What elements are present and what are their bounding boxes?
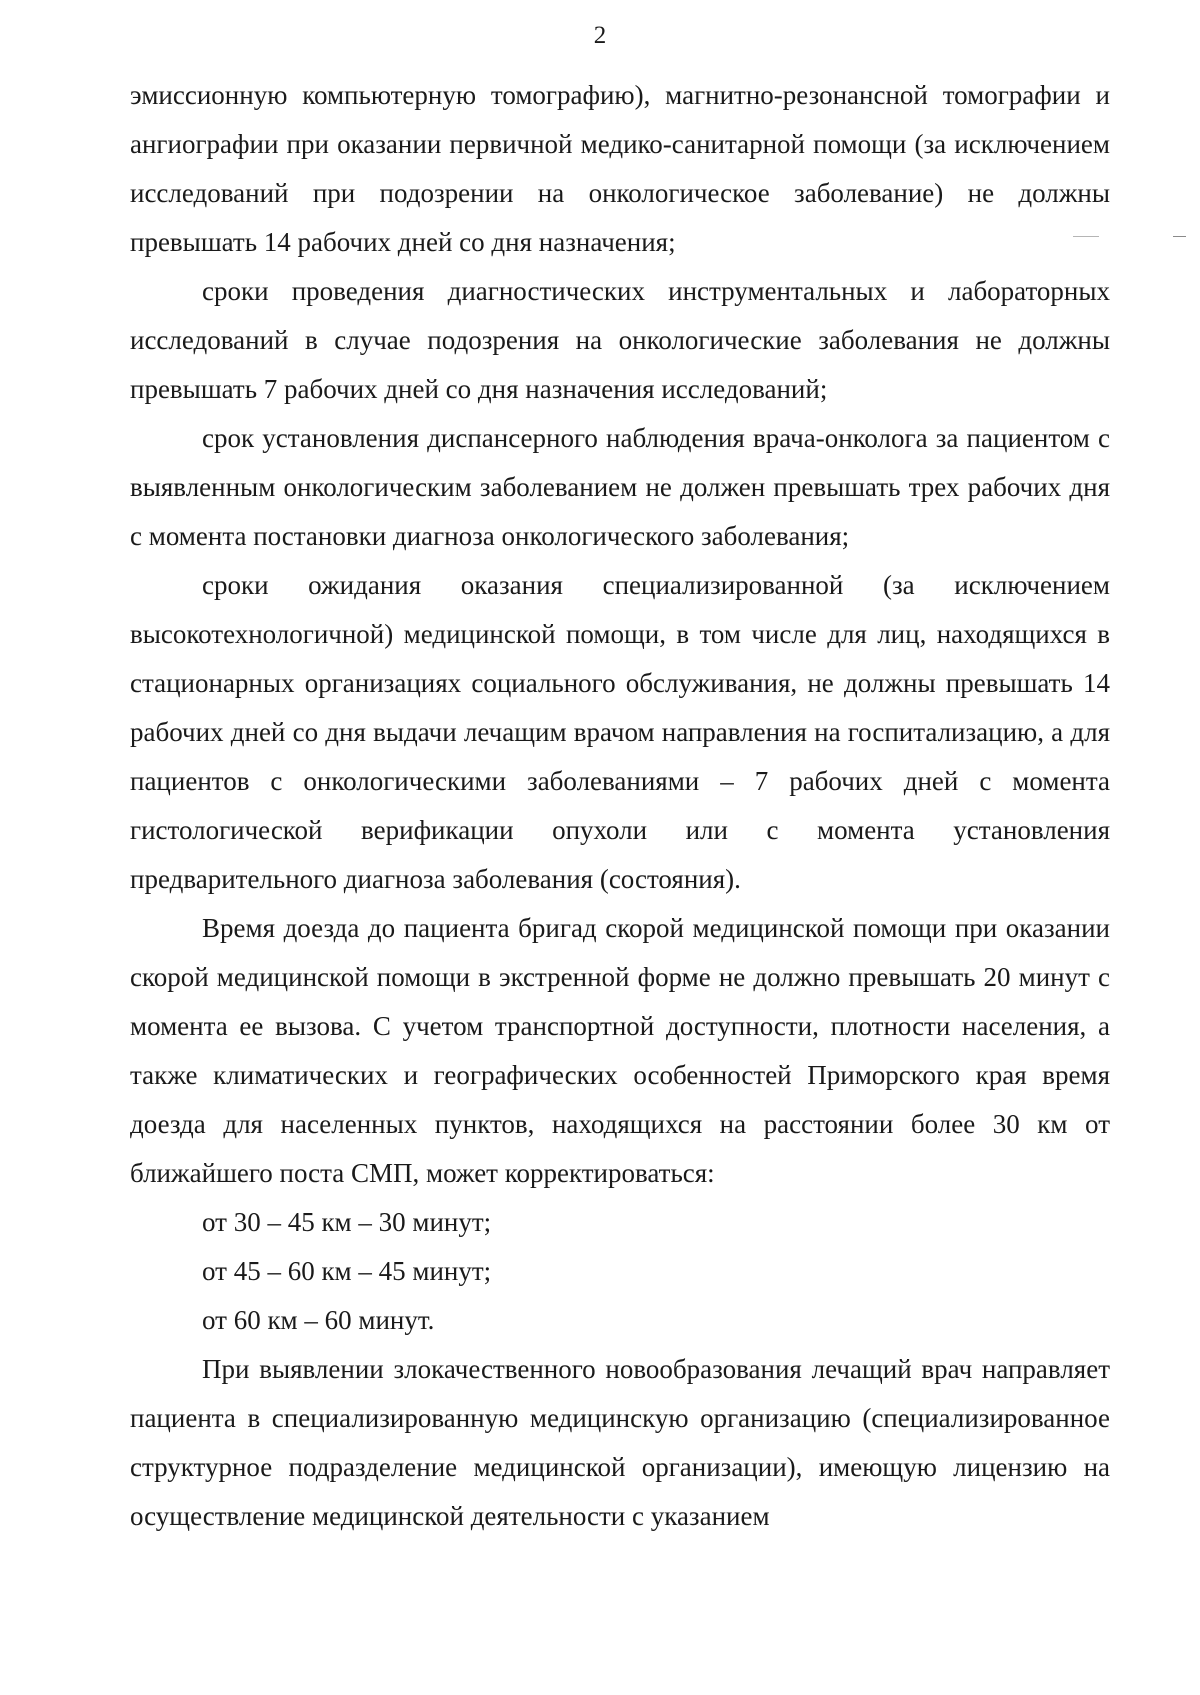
document-body [130,71,1110,1541]
paragraph-specialized-care-waiting: сроки ожидания оказания специализированной (за исключением высокотехнологичной) медицинской помощи, в том числе для лиц, находящихся в стационарных организациях социального обслуживания, не должны превышать 14 рабочих дней со дня выдачи лечащим врачом направления на госпитализацию, а для пациентов с онкологическими заболеваниями – 7 рабочих дней с момента гистологической верификации опухоли или с момента установления предварительного диагноза заболевания (состояния). [130,570,1110,894]
page-number: 2 [593,22,607,49]
paragraph-continuation: эмиссионную компьютерную томографию), магнитно-резонансной томографии и ангиографии при оказании первичной медико-санитарной помощи (за исключением исследований при подозрении на онкологическое заболевание) не должны превышать 14 рабочих дней со дня назначения; [130,80,1110,257]
list-item-distance-60: от 60 км – 60 минут. [202,1305,435,1335]
paragraph-ambulance-arrival: Время доезда до пациента бригад скорой медицинской помощи при оказании скорой медицинской помощи в экстренной форме не должно превышать 20 минут с момента ее вызова. С учетом транспортной доступности, плотности населения, а также климатических и географических особенностей Приморского края время доезда для населенных пунктов, находящихся на расстоянии более 30 км от ближайшего поста СМП, может корректироваться: [130,913,1110,1188]
list-item-distance-30-45: от 30 – 45 км – 30 минут; [202,1207,492,1237]
paragraph-malignancy-referral: При выявлении злокачественного новообразования лечащий врач направляет пациента в специализированную медицинскую организацию (специализированное структурное подразделение медицинской организации), имеющую лицензию на осуществление медицинской деятельности с указанием [130,1354,1110,1531]
scan-artifact-line [1173,236,1186,237]
paragraph-diagnostics-terms: сроки проведения диагностических инструментальных и лабораторных исследований в случае подозрения на онкологические заболевания не должны превышать 7 рабочих дней со дня назначения исследований; [130,276,1110,404]
paragraph-oncologist-observation: срок установления диспансерного наблюдения врача-онколога за пациентом с выявленным онкологическим заболеванием не должен превышать трех рабочих дня с момента постановки диагноза онкологического заболевания; [130,423,1110,551]
list-item-distance-45-60: от 45 – 60 км – 45 минут; [202,1256,492,1286]
